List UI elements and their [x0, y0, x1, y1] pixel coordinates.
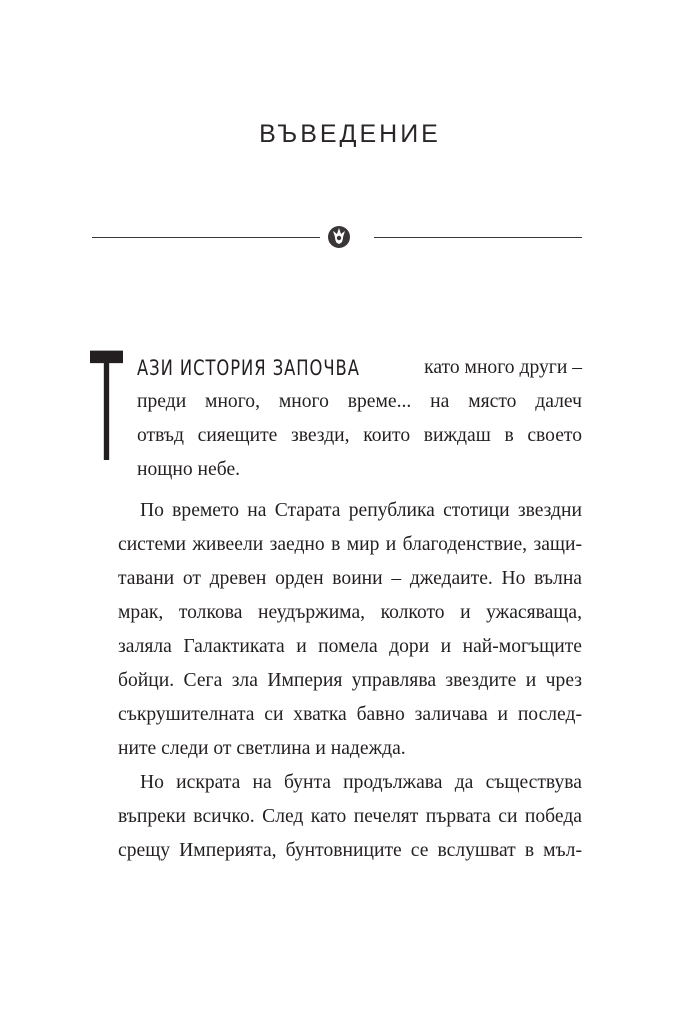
text-line: тавани от древен орден воини – джедаите. Но вълна: [118, 568, 582, 589]
intro-first-line: [137, 351, 582, 385]
text-line: системи живеели заедно в мир и благоденствие, защи-: [118, 534, 582, 555]
intro-first-line-rest: като много други –: [424, 357, 582, 378]
text-line: ните следи от светлина и надежда.: [118, 738, 406, 759]
paragraph-2: [118, 494, 582, 766]
ornament-rule-left: [92, 237, 320, 238]
svg-text:Т: Т: [90, 350, 123, 475]
text-line: съкрушителната си хватка бавно заличава и послед-: [118, 704, 582, 725]
intro-smallcaps: АЗИ ИСТОРИЯ ЗАПОЧВА: [137, 356, 360, 380]
ornament-rule-right: [374, 237, 582, 238]
text-line: Но искрата на бунта продължава да съществува: [140, 772, 582, 793]
paragraph-3: [118, 766, 582, 868]
rebel-alliance-icon: [324, 222, 354, 252]
text-line: нощно небе.: [137, 459, 241, 480]
text-line: срещу Империята, бунтовниците се вслушват в мъл-: [118, 840, 582, 861]
text-line: преди много, много време... на място далеч: [137, 391, 582, 412]
text-line: отвъд сияещите звезди, които виждаш в своето: [137, 425, 582, 446]
text-line: бойци. Сега зла Империя управлява звездите и чрез: [118, 670, 582, 691]
title-ornament: [92, 222, 582, 252]
intro-paragraph: [137, 351, 582, 487]
chapter-title: ВЪВЕДЕНИЕ: [259, 120, 441, 148]
text-line: въпреки всичко. След като печелят първата си победа: [118, 806, 582, 827]
text-line: мрак, толкова неудържима, колкото и ужасяваща,: [118, 602, 582, 623]
dropcap-letter: [90, 350, 123, 475]
text-line: По времето на Старата република стотици звездни: [140, 500, 582, 521]
text-line: заляла Галактиката и помела дори и най-могъщите: [118, 636, 582, 657]
